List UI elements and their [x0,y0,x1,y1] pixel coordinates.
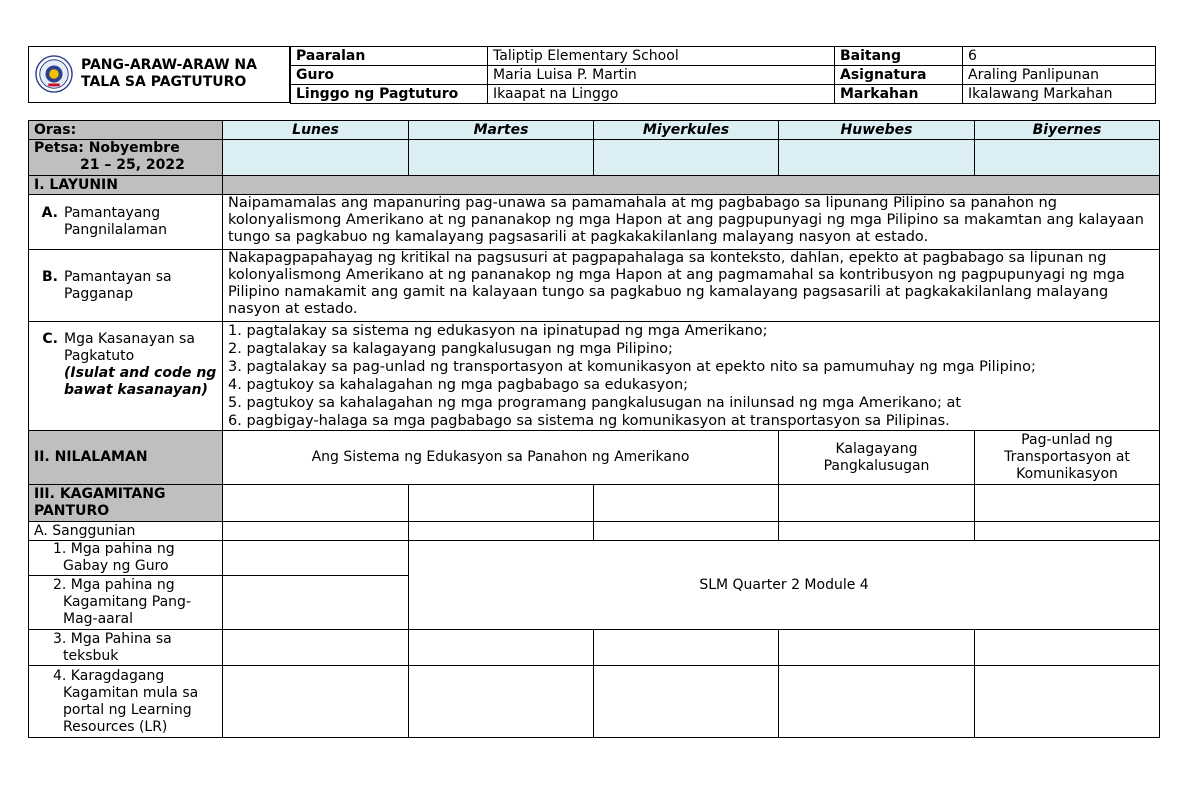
layunin-heading-row [29,176,1160,195]
label-b-line2: Pagganap [64,285,134,302]
day-huwebes: Huwebes [779,121,975,140]
label-b-line1: Pamantayan sa [64,268,172,285]
gabay-guro-text: 1. Mga pahina ng Gabay ng Guro [53,541,175,574]
teksbuk-cell [409,630,594,666]
day-miyerkules: Miyerkules [594,121,779,140]
label-c-line2: Pagkatuto [64,348,135,364]
markahan-label: Markahan [835,85,963,104]
pamantayang-pangnilalaman-text: Naipamamalas ang mapanuring pag-unawa sa pamamahala at mg pagbabago sa lipunang Pilipino sa panahon ng kolonyalismong Amerikano at ng pananakop ng mga Hapon at ang pagpupunyagi ng mga Pilipino sa makamtan ang kalayaan tungo sa pagkabuo ng kamalayang pagsasarili at pagkakakilanlang malayang nasyon at estado. [223,195,1160,250]
paaralan-value: Taliptip Elementary School [488,47,835,66]
baitang-label: Baitang [835,47,963,66]
kagamitan-cell [594,485,779,522]
label-b-letter: B. [42,268,58,285]
linggo-value: Ikaapat na Linggo [488,85,835,104]
teksbuk-row [29,630,1160,666]
teksbuk-cell [594,630,779,666]
kasanayan-item: 3. pagtalakay sa pag-unlad ng transportasyon at komunikasyon at epekto nito sa pamumuhay ng mga Pilipino; [228,359,1036,375]
lesson-plan-table [28,120,1160,738]
label-c-note: (Isulat and code ng bawat kasanayan) [64,365,217,398]
guro-label: Guro [291,66,488,85]
slm-module-cell: SLM Quarter 2 Module 4 [409,541,1160,630]
petsa-martes [409,140,594,176]
petsa-line1: Petsa: Nobyembre [34,140,180,156]
petsa-lunes [223,140,409,176]
karagdagang-label [29,666,223,738]
petsa-row [29,140,1160,176]
kagamitan-heading: III. KAGAMITANG PANTURO [29,485,223,522]
sanggunian-row [29,522,1160,541]
markahan-value: Ikalawang Markahan [963,85,1156,104]
petsa-miyerkules [594,140,779,176]
kagamitan-cell [779,485,975,522]
label-a-line2: Pangnilalaman [64,222,167,238]
kagamitan-cell [975,485,1160,522]
sanggunian-cell [975,522,1160,541]
info-table [290,46,1156,104]
label-a-cell [29,195,223,250]
deped-seal-icon [35,55,73,93]
label-c-letter: C. [42,331,58,347]
sanggunian-label: A. Sanggunian [29,522,223,541]
form-title-line2: TALA SA PAGTUTURO [81,74,247,90]
karagdagang-cell [223,666,409,738]
form-title-box [28,46,290,103]
form-title [81,57,257,91]
sanggunian-cell [223,522,409,541]
karagdagang-text: 4. Karagdagang Kagamitan mula sa portal ng Learning Resources (LR) [53,667,199,735]
kagamitan-cell [223,485,409,522]
gabay-guro-cell [223,541,409,576]
label-b-cell [29,250,223,322]
kasanayan-item: 2. pagtalakay sa kalagayang pangkalusugan ng mga Pilipino; [228,341,673,357]
teksbuk-label [29,630,223,666]
nilalaman-heading: II. NILALAMAN [29,431,223,485]
kasanayan-item: 5. pagtukoy sa kahalagahan ng mga programang pangkalusugan na inilunsad ng mga Amerikano; at [228,395,962,411]
asignatura-label: Asignatura [835,66,963,85]
day-lunes: Lunes [223,121,409,140]
baitang-value: 6 [963,47,1156,66]
sanggunian-cell [594,522,779,541]
sanggunian-cell [409,522,594,541]
teksbuk-text: 3. Mga Pahina sa teksbuk [53,630,172,664]
form-title-line1: PANG-ARAW-ARAW NA [81,57,257,73]
nilalaman-topic-edukasyon: Ang Sistema ng Edukasyon sa Panahon ng Amerikano [223,431,779,485]
karagdagang-cell [779,666,975,738]
petsa-line2: 21 – 25, 2022 [80,157,185,173]
nilalaman-row [29,431,1160,485]
karagdagang-cell [975,666,1160,738]
kasanayan-list [223,322,1160,431]
label-c-line1: Mga Kasanayan sa [64,331,195,347]
row-kasanayan [29,322,1160,431]
layunin-heading: I. LAYUNIN [29,176,223,195]
kasanayan-item: 1. pagtalakay sa sistema ng edukasyon na ipinatupad ng mga Amerikano; [228,323,768,339]
teksbuk-cell [223,630,409,666]
karagdagang-cell [594,666,779,738]
guro-value: Maria Luisa P. Martin [488,66,835,85]
oras-label: Oras: [29,121,223,140]
petsa-cell [29,140,223,176]
kasanayan-item: 6. pagbigay-halaga sa mga pagbabago sa sistema ng komunikasyon at transportasyon sa Pilipinas. [228,413,950,429]
teksbuk-cell [975,630,1160,666]
pamantayan-pagganap-text: Nakapagpapahayag ng kritikal na pagsusuri at pagpapahalaga sa konteksto, dahlan, epekto at pagbabago sa lipunan ng kolonyalismong Amerikano at ng pananakop ng mga Hapon at ang pagmamahal sa kontribusyon ng pagpupunyagi ng mga Pilipino namakamit ang gamit na kalayaan tungo sa pagkabuo ng kamalayang pagsasarili at pagkakakilanlang malayang nasyon at estado. [223,250,1160,322]
label-c-cell [29,322,223,431]
sanggunian-cell [779,522,975,541]
nilalaman-topic-transportasyon: Pag-unlad ng Transportasyon at Komunikasyon [975,431,1160,485]
pang-mag-aaral-text: 2. Mga pahina ng Kagamitang Pang-Mag-aaral [53,577,191,627]
petsa-huwebes [779,140,975,176]
linggo-label: Linggo ng Pagtuturo [291,85,488,104]
label-a-letter: A. [41,205,58,221]
row-pamantayan-pagganap [29,250,1160,322]
kasanayan-item: 4. pagtukoy sa kahalagahan ng mga pagbabago sa edukasyon; [228,377,689,393]
petsa-biyernes [975,140,1160,176]
karagdagang-kagamitan-row [29,666,1160,738]
kagamitan-cell [409,485,594,522]
label-a-line1: Pamantayang [64,205,161,221]
days-row [29,121,1160,140]
nilalaman-topic-kalusugan: Kalagayang Pangkalusugan [779,431,975,485]
row-pamantayang-pangnilalaman [29,195,1160,250]
pang-mag-aaral-label [29,576,223,630]
kagamitan-row [29,485,1160,522]
pang-mag-aaral-cell [223,576,409,630]
teksbuk-cell [779,630,975,666]
gabay-guro-label [29,541,223,576]
asignatura-value: Araling Panlipunan [963,66,1156,85]
layunin-heading-fill [223,176,1160,195]
gabay-guro-row [29,541,1160,576]
paaralan-label: Paaralan [291,47,488,66]
karagdagang-cell [409,666,594,738]
day-martes: Martes [409,121,594,140]
day-biyernes: Biyernes [975,121,1160,140]
